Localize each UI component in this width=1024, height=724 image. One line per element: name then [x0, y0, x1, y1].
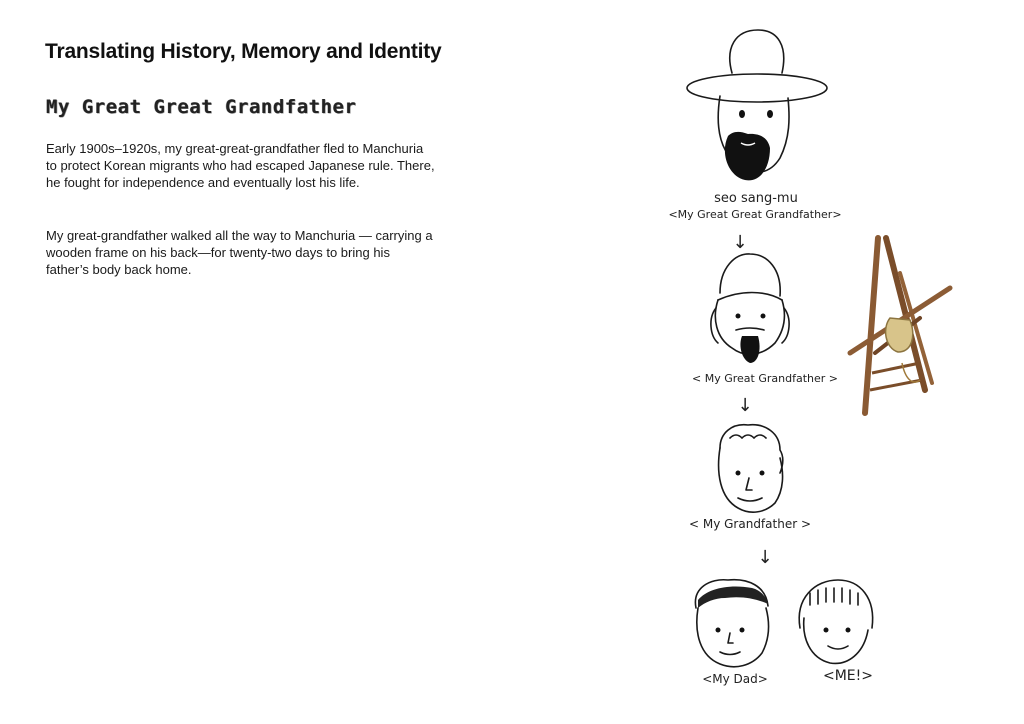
label-me: <ME!> — [823, 668, 873, 684]
paragraph-journey: My great-grandfather walked all the way to Manchuria — carrying a wooden frame on his back—for twenty-two days to bring his father’s body back home. — [46, 228, 433, 277]
me-drawing — [799, 580, 872, 663]
arrow-icon: ↓ — [757, 547, 773, 568]
name-label: seo sang-mu — [714, 191, 798, 206]
arrow-icon: ↓ — [732, 232, 748, 253]
label-great-great-grandfather: <My Great Great Grandfather> — [668, 208, 842, 221]
arrow-icon: ↓ — [737, 395, 753, 416]
dad-drawing — [695, 580, 768, 667]
paragraph-history: Early 1900s–1920s, my great-great-grandfather fled to Manchuria to protect Korean migrants who had escaped Japanese rule. There, he fought for independence and eventually lost his life. — [46, 141, 435, 190]
section-title: My Great Great Grandfather — [46, 96, 357, 118]
grandfather-drawing — [719, 425, 783, 512]
label-dad: <My Dad> — [702, 672, 768, 686]
page-title: Translating History, Memory and Identity — [45, 40, 442, 63]
great-grandfather-drawing — [711, 254, 789, 363]
family-tree-illustration — [620, 18, 1020, 708]
wooden-frame-photo — [850, 238, 950, 413]
label-grandfather: < My Grandfather > — [688, 517, 812, 531]
label-great-grandfather: < My Great Grandfather > — [692, 372, 838, 385]
great-great-grandfather-drawing — [687, 30, 827, 180]
